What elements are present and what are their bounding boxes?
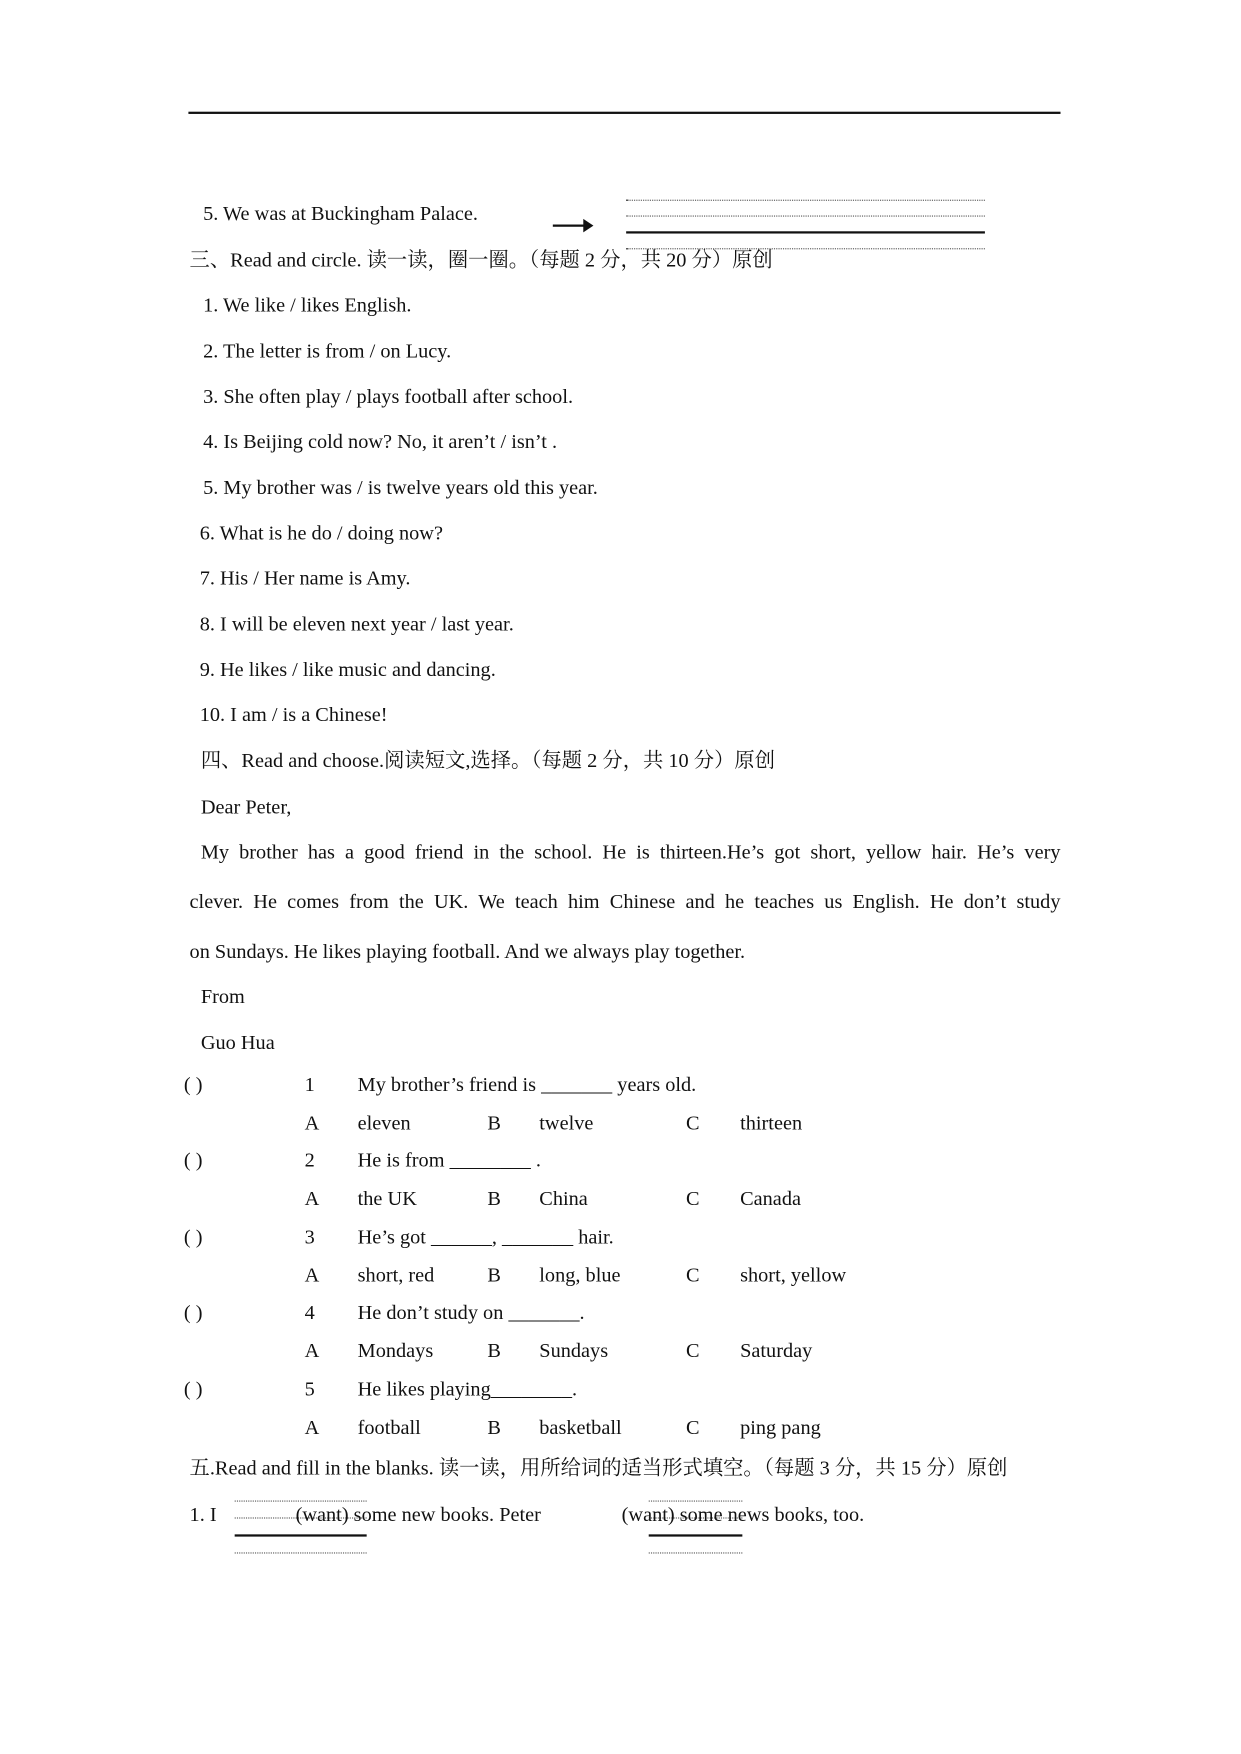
option-letter: B: [487, 1263, 501, 1287]
option-c[interactable]: short, yellow: [740, 1263, 847, 1287]
option-letter: A: [304, 1186, 320, 1210]
option-letter: A: [304, 1111, 320, 1134]
answer-parentheses[interactable]: ( ): [183, 1225, 203, 1248]
option-c[interactable]: Saturday: [740, 1339, 813, 1362]
circle-item: 9. He likes / like music and dancing.: [199, 657, 496, 681]
passage-line: My brother has a good friend in the school. He is thirteen.He’s got short, yellow hair. He’s very: [200, 840, 1061, 864]
option-letter: A: [304, 1263, 320, 1287]
passage-line: on Sundays. He likes playing football. And we always play together.: [189, 939, 746, 963]
circle-item: 6. What is he do / doing now?: [199, 521, 443, 544]
question-text: He likes playing________.: [357, 1377, 578, 1401]
option-a[interactable]: short, red: [357, 1263, 435, 1287]
letter-signature: Guo Hua: [200, 1031, 275, 1054]
blank-line: [649, 1501, 743, 1502]
fill-item-end: (want) some news books, too.: [621, 1502, 865, 1526]
circle-item: 8. I will be eleven next year / last year.: [199, 612, 514, 636]
circle-item: 2. The letter is from / on Lucy.: [203, 339, 452, 363]
answer-line[interactable]: [626, 231, 985, 233]
option-c[interactable]: ping pang: [740, 1415, 821, 1439]
question-number: 2: [304, 1148, 315, 1172]
blank-2[interactable]: [649, 1534, 743, 1536]
option-letter: C: [685, 1415, 700, 1439]
circle-item: 4. Is Beijing cold now? No, it aren’t / isn’t .: [203, 429, 558, 453]
option-letter: B: [487, 1415, 501, 1439]
answer-parentheses[interactable]: ( ): [183, 1148, 203, 1172]
option-a[interactable]: the UK: [357, 1186, 417, 1210]
letter-greeting: Dear Peter,: [200, 795, 292, 818]
circle-item: 10. I am / is a Chinese!: [199, 702, 388, 726]
question-number: 3: [304, 1225, 315, 1248]
question-text: He’s got ______, _______ hair.: [357, 1225, 614, 1248]
question-number: 5: [304, 1377, 315, 1401]
circle-item: 1. We like / likes English.: [203, 293, 412, 316]
answer-parentheses[interactable]: ( ): [183, 1300, 203, 1324]
option-letter: C: [685, 1263, 700, 1287]
question-number: 4: [304, 1300, 315, 1324]
option-b[interactable]: long, blue: [539, 1263, 621, 1287]
answer-parentheses[interactable]: ( ): [183, 1072, 203, 1096]
option-letter: B: [487, 1186, 501, 1210]
option-a[interactable]: eleven: [357, 1111, 411, 1134]
previous-item: 5. We was at Buckingham Palace.: [203, 201, 478, 225]
circle-item: 7. His / Her name is Amy.: [199, 566, 411, 589]
option-a[interactable]: Mondays: [357, 1339, 434, 1362]
answer-line: [626, 215, 985, 216]
option-letter: B: [487, 1111, 501, 1134]
section-5-title: 五.Read and fill in the blanks. 读一读，用所给词的适当形式填空。（每题 3 分，共 15 分）原创: [189, 1456, 1008, 1480]
arrow-icon: [553, 225, 589, 227]
blank-line: [235, 1501, 367, 1502]
option-c[interactable]: thirteen: [740, 1111, 803, 1134]
blank-line: [649, 1552, 743, 1553]
question-text: He don’t study on _______.: [357, 1300, 585, 1324]
fill-item-start: 1. I: [189, 1502, 217, 1526]
option-b[interactable]: twelve: [539, 1111, 594, 1134]
question-text: My brother’s friend is _______ years old.: [357, 1072, 697, 1096]
option-letter: C: [685, 1339, 700, 1362]
option-b[interactable]: Sundays: [539, 1339, 609, 1362]
letter-closing: From: [200, 984, 245, 1008]
option-c[interactable]: Canada: [740, 1186, 802, 1210]
passage-line: clever. He comes from the UK. We teach him Chinese and he teaches us English. He don’t study: [189, 890, 1061, 913]
blank-1[interactable]: [235, 1534, 367, 1536]
section-3-title: 三、Read and circle. 读一读，圈一圈。（每题 2 分，共 20 分）原创: [189, 248, 773, 271]
option-letter: C: [685, 1111, 700, 1134]
option-letter: A: [304, 1339, 320, 1362]
option-b[interactable]: China: [539, 1186, 588, 1210]
header-rule: [188, 112, 1060, 114]
circle-item: 3. She often play / plays football after school.: [203, 384, 574, 408]
blank-line: [235, 1552, 367, 1553]
answer-parentheses[interactable]: ( ): [183, 1377, 203, 1401]
circle-item: 5. My brother was / is twelve years old this year.: [203, 476, 598, 499]
answer-line: [626, 200, 985, 201]
question-number: 1: [304, 1072, 315, 1096]
option-letter: B: [487, 1339, 501, 1362]
section-4-title: 四、Read and choose.阅读短文,选择。（每题 2 分，共 10 分）原创: [200, 749, 776, 772]
question-text: He is from ________ .: [357, 1148, 541, 1172]
option-a[interactable]: football: [357, 1415, 421, 1439]
option-letter: A: [304, 1415, 320, 1439]
fill-item-mid: (want) some new books. Peter: [295, 1502, 541, 1526]
option-letter: C: [685, 1186, 700, 1210]
option-b[interactable]: basketball: [539, 1415, 622, 1439]
